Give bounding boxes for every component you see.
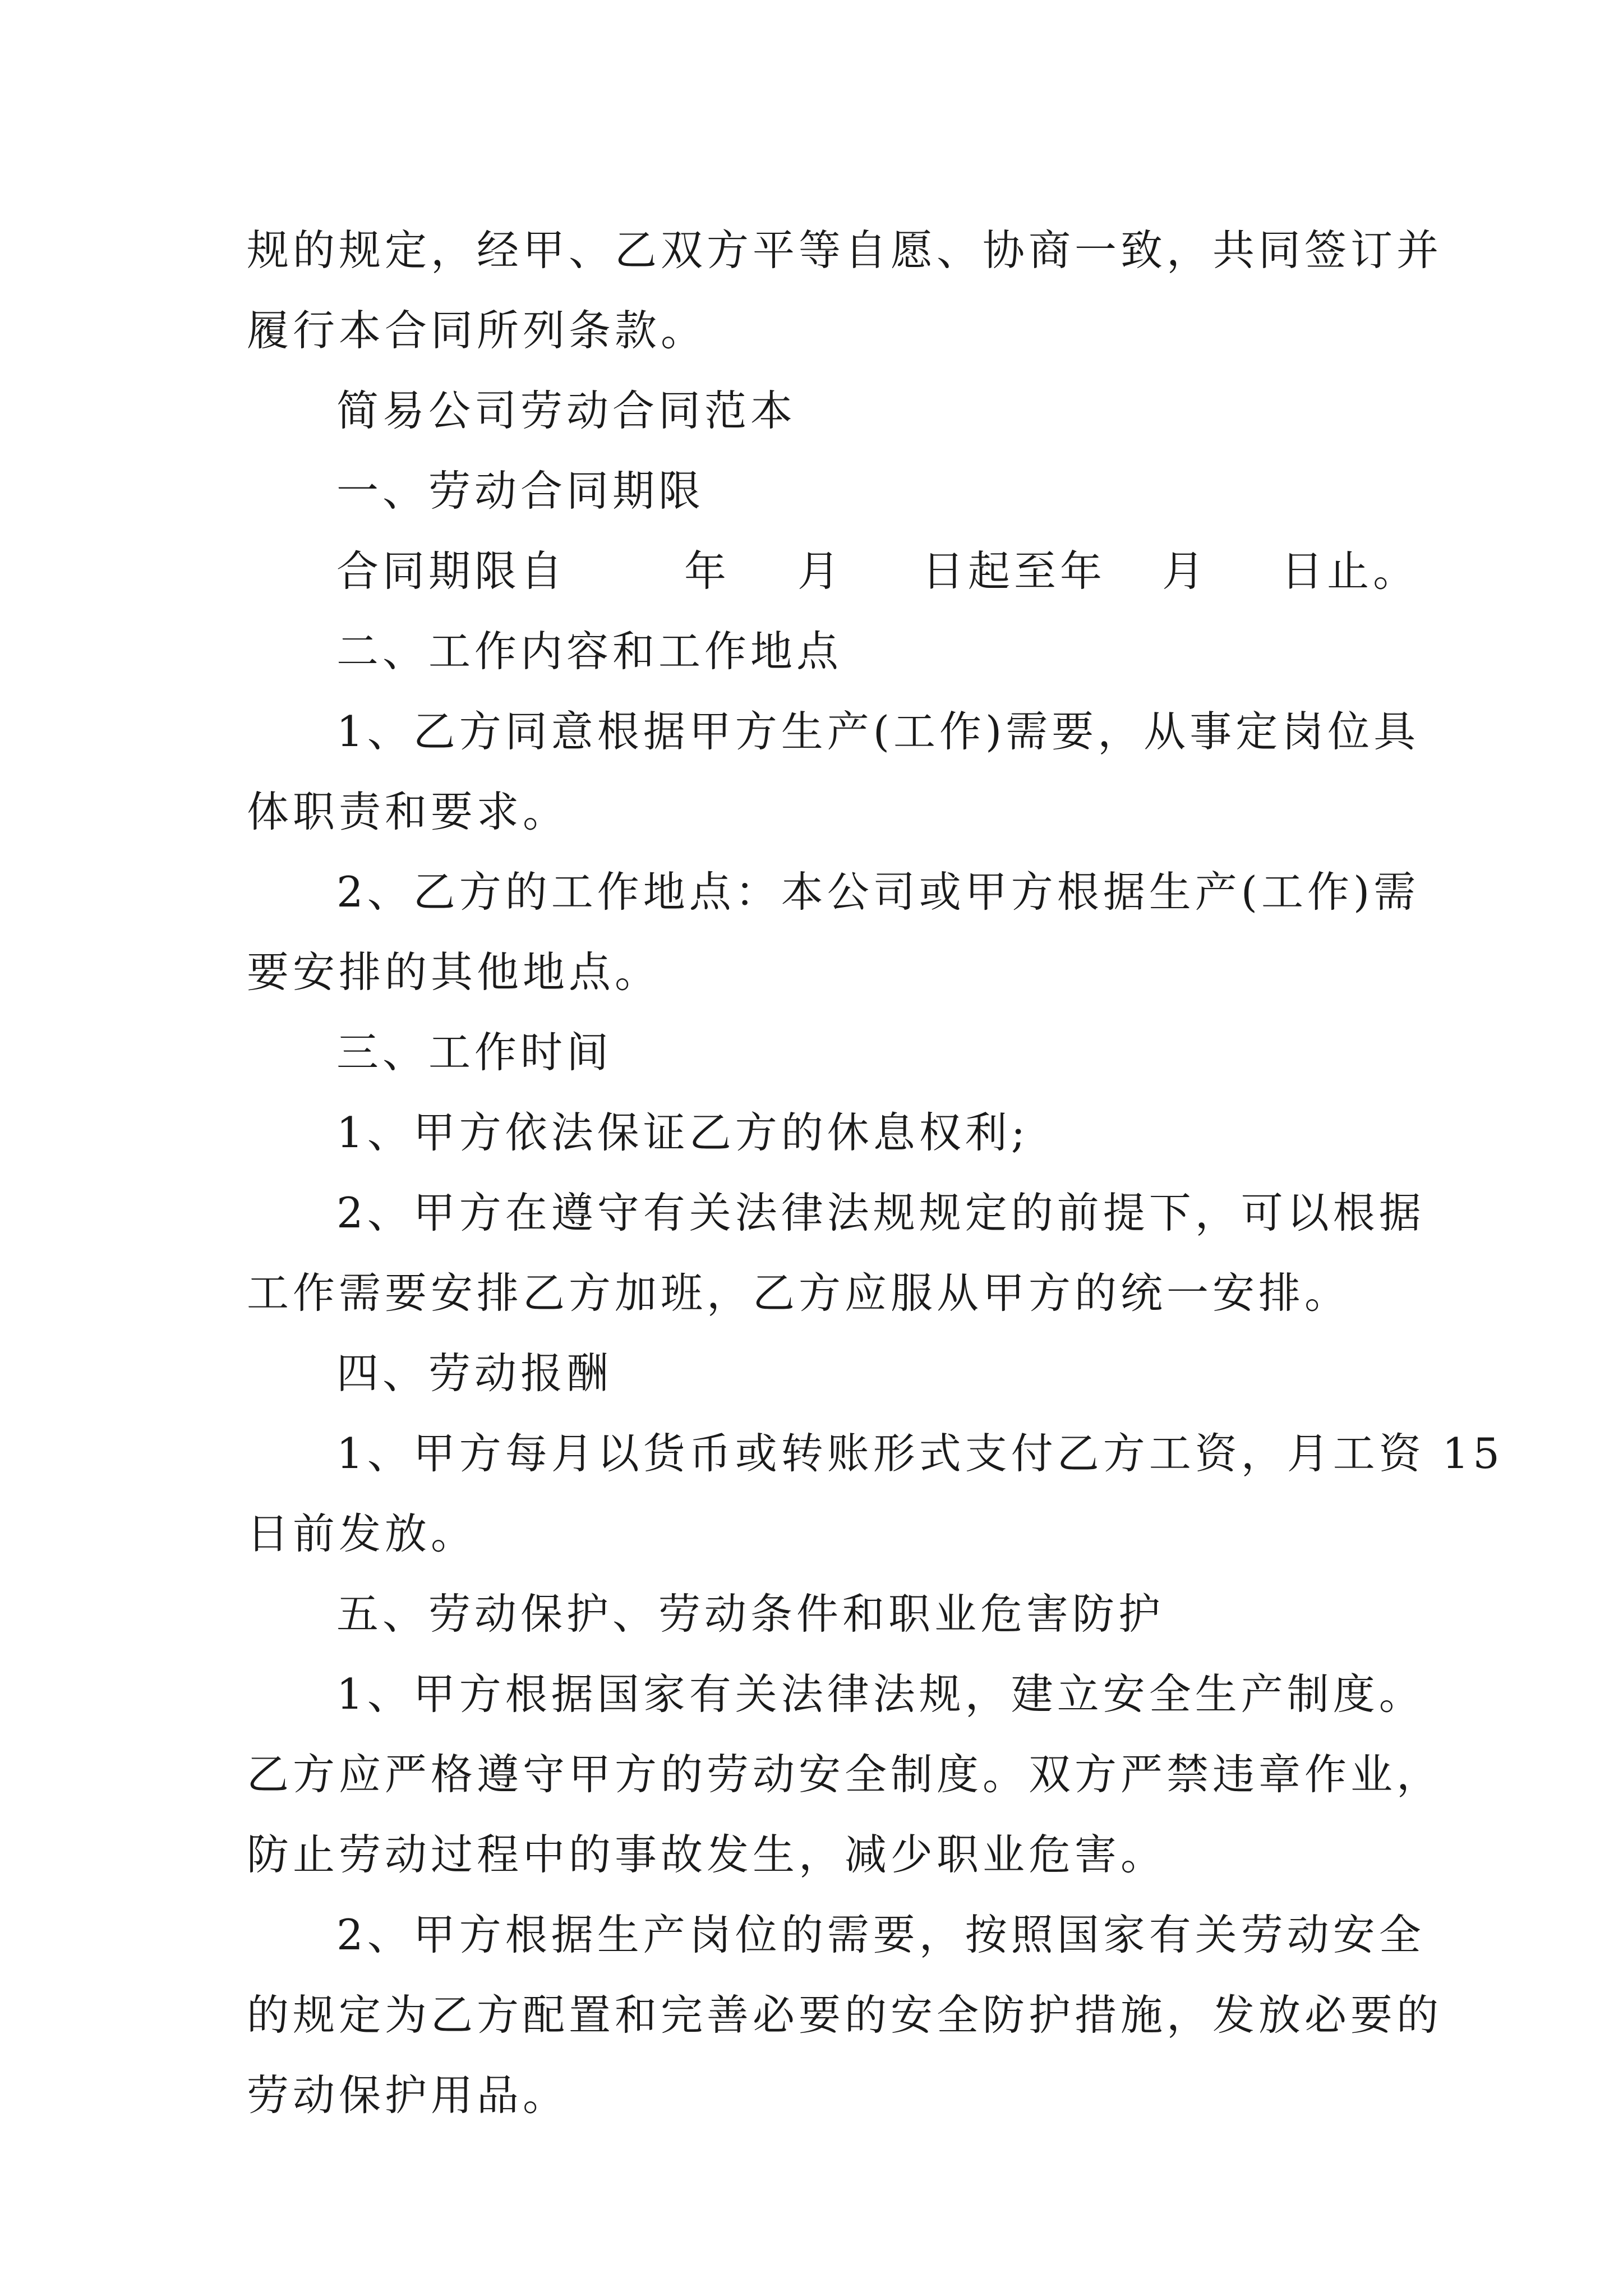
text-line: 日前发放。: [247, 1509, 477, 1558]
document-title: 简易公司劳动合同范本: [336, 386, 797, 435]
section-heading: 一、劳动合同期限: [336, 466, 705, 516]
text-line: 劳动保护用品。: [247, 2070, 569, 2120]
text-line: 体职责和要求。: [247, 787, 569, 836]
contract-term-line: [247, 531, 1419, 611]
text-line: 履行本合同所列条款。: [247, 306, 707, 355]
text-line: 1、乙方同意根据甲方生产(工作)需要，从事定岗位具: [336, 707, 1420, 756]
term-day-end: 日止。: [1281, 546, 1419, 596]
text-line: 规的规定，经甲、乙双方平等自愿、协商一致，共同签订并: [247, 226, 1443, 275]
text-line: 1、甲方根据国家有关法律法规，建立安全生产制度。: [336, 1669, 1425, 1719]
section-heading: 四、劳动报酬: [336, 1349, 613, 1398]
section-heading: 五、劳动保护、劳动条件和职业危害防护: [336, 1589, 1165, 1639]
term-label: 合同期限自: [336, 546, 567, 596]
text-line: 防止劳动过程中的事故发生，减少职业危害。: [247, 1830, 1167, 1879]
text-line: 工作需要安排乙方加班，乙方应服从甲方的统一安排。: [247, 1268, 1351, 1318]
text-line: 要安排的其他地点。: [247, 947, 661, 997]
text-line: 乙方应严格遵守甲方的劳动安全制度。双方严禁违章作业，: [247, 1750, 1443, 1799]
text-line: 1、甲方每月以货币或转账形式支付乙方工资，月工资 15: [336, 1429, 1504, 1478]
term-day-to-year: 日起至年: [922, 546, 1106, 596]
term-month: 月: [797, 546, 844, 596]
text-line: 2、乙方的工作地点：本公司或甲方根据生产(工作)需: [336, 867, 1420, 917]
text-line: 2、甲方根据生产岗位的需要，按照国家有关劳动安全: [336, 1910, 1425, 1959]
text-line: 1、甲方依法保证乙方的休息权利;: [336, 1108, 1029, 1157]
contract-body: [247, 210, 1504, 2136]
text-line: 的规定为乙方配置和完善必要的安全防护措施，发放必要的: [247, 1990, 1443, 2040]
section-heading: 二、工作内容和工作地点: [336, 627, 843, 676]
section-heading: 三、工作时间: [336, 1028, 613, 1077]
term-month-end: 月: [1162, 546, 1209, 596]
term-year: 年: [684, 546, 731, 596]
text-line: 2、甲方在遵守有关法律法规规定的前提下，可以根据: [336, 1188, 1425, 1237]
